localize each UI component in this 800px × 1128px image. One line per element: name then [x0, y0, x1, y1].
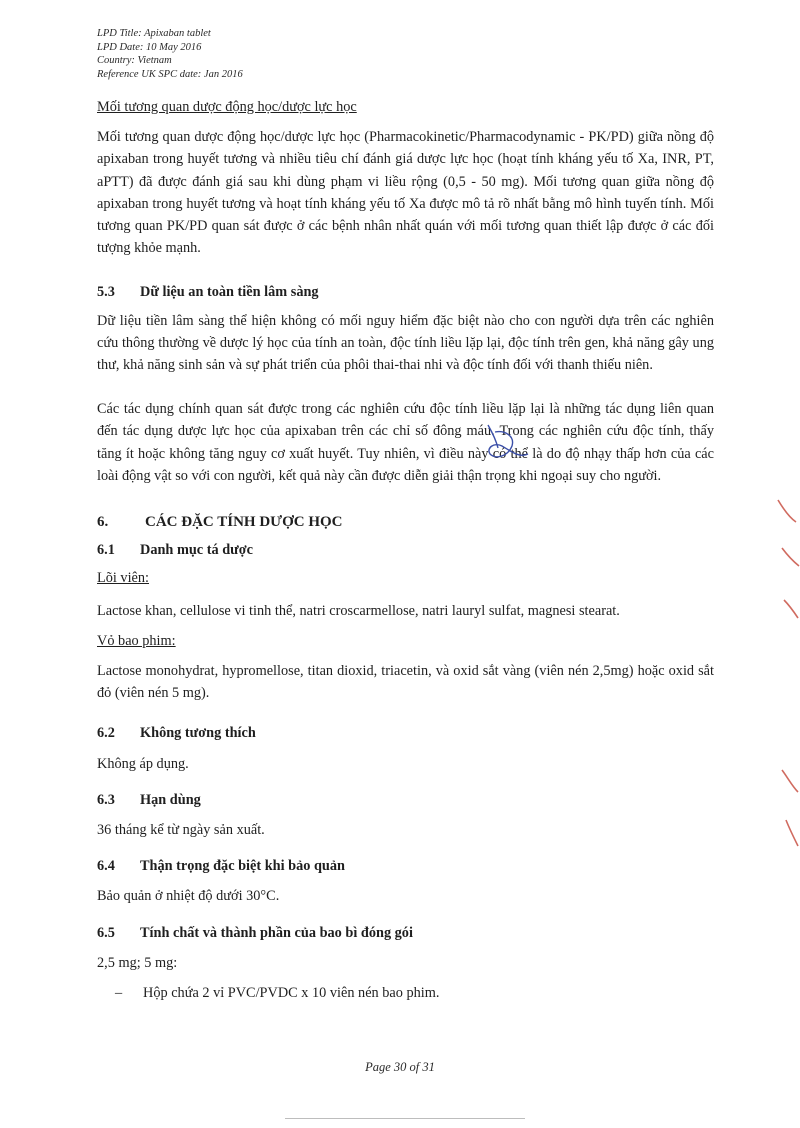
section-5-3-paragraph-2: Các tác dụng chính quan sát được trong các nghiên cứu độc tính liều lặp lại là những tác dụng liên quan đến tác dụng dược lực học của apixaban trên các chỉ số đông máu. Trong các nghiên cứu độc tính, thấy tăng ít hoặc không tăng nguy cơ xuất huyết. Tuy nhiên, vì điều này có thể là do độ nhạy thấp hơn của các loài động vật so với con người, kết quả này cần được diễn giải thận trọng khi ngoại suy cho người.: [97, 401, 714, 484]
section-number: 6.1: [97, 542, 115, 559]
document-body: [97, 96, 714, 1004]
document-header: [97, 27, 243, 81]
section-6-1-heading: [97, 539, 714, 561]
bullet-text: Hộp chứa 2 vỉ PVC/PVDC x 10 viên nén bao phim.: [143, 985, 440, 1002]
section-number: 6.5: [97, 924, 115, 941]
strength-text: 2,5 mg; 5 mg:: [97, 954, 178, 971]
section-title: Không tương thích: [140, 725, 256, 742]
section-6-4-text: Bảo quản ở nhiệt độ dưới 30°C.: [97, 888, 280, 905]
list-item: [97, 982, 714, 1004]
section-6-2-text: Không áp dụng.: [97, 755, 189, 772]
section-number: 6.4: [97, 858, 115, 875]
lpd-title: LPD Title: Apixaban tablet: [97, 28, 211, 39]
section-6-3-heading: [97, 789, 714, 811]
section-6-5-heading: [97, 922, 714, 944]
section-title: Thận trọng đặc biệt khi bảo quản: [140, 858, 345, 875]
section-5-3-paragraph-1: Dữ liệu tiền lâm sàng thể hiện không có mối nguy hiểm đặc biệt nào cho con người dựa trên các nghiên cứu thông thường về dược lý học của tính an toàn, độc tính liều lặp lại, độc tính trên gen, khả năng gây ung thư, khả năng sinh sản và sự phát triển của phôi thai-thai nhi và độc tính đối với thanh thiếu niên.: [97, 312, 714, 374]
coat-text: Lactose monohydrat, hypromellose, titan dioxid, triacetin, và oxid sắt vàng (viên nén 2,5mg) hoặc oxid sắt đỏ (viên nén 5 mg).: [97, 663, 714, 702]
section-title: CÁC ĐẶC TÍNH DƯỢC HỌC: [145, 514, 343, 531]
section-6-4-heading: [97, 855, 714, 877]
section-title: Hạn dùng: [140, 791, 201, 808]
coat-label: Vỏ bao phim:: [97, 632, 176, 649]
section-number: 5.3: [97, 284, 115, 301]
section-title: Tính chất và thành phần của bao bì đóng gói: [140, 924, 413, 941]
section-5-3-heading: [97, 281, 714, 303]
page-number: Page 30 of 31: [365, 1060, 435, 1074]
section-6-heading: [97, 511, 714, 533]
core-label: Lõi viên:: [97, 570, 150, 587]
pkpd-paragraph: Mối tương quan dược động học/dược lực học (Pharmacokinetic/Pharmacodynamic - PK/PD) giữa nồng độ apixaban trong huyết tương và nhiều tiêu chí đánh giá dược lực học (hoạt tính kháng yếu tố Xa, INR, PT, aPTT) đã được đánh giá sau khi dùng phạm vi liều rộng (0,5 - 50 mg). Mối tương quan giữa nồng độ apixaban trong huyết tương và hoạt tính kháng yếu tố Xa được mô tả rõ nhất bằng mô hình tuyến tính. Mối tương quan PK/PD quan sát được ở các bệnh nhân nhất quán với mối tương quan thiết lập được ở các đối tượng khỏe mạnh.: [97, 129, 714, 257]
pkpd-heading: Mối tương quan dược động học/dược lực học: [97, 99, 357, 115]
reference-date: Reference UK SPC date: Jan 2016: [97, 68, 243, 80]
section-title: Dữ liệu an toàn tiền lâm sàng: [140, 284, 319, 301]
section-6-2-heading: [97, 722, 714, 744]
section-number: 6.3: [97, 791, 115, 808]
core-text: Lactose khan, cellulose vi tinh thể, natri croscarmellose, natri lauryl sulfat, magnesi stearat.: [97, 602, 620, 619]
section-title: Danh mục tá dược: [140, 542, 254, 559]
section-number: 6.2: [97, 725, 115, 742]
section-6-3-text: 36 tháng kể từ ngày sản xuất.: [97, 822, 265, 839]
lpd-date: LPD Date: 10 May 2016: [97, 41, 202, 53]
country: Country: Vietnam: [97, 55, 172, 66]
bottom-divider: [285, 1118, 525, 1119]
bullet-dash: –: [115, 985, 123, 1002]
section-number: 6.: [97, 514, 109, 531]
margin-stamp-mark: [778, 500, 799, 846]
